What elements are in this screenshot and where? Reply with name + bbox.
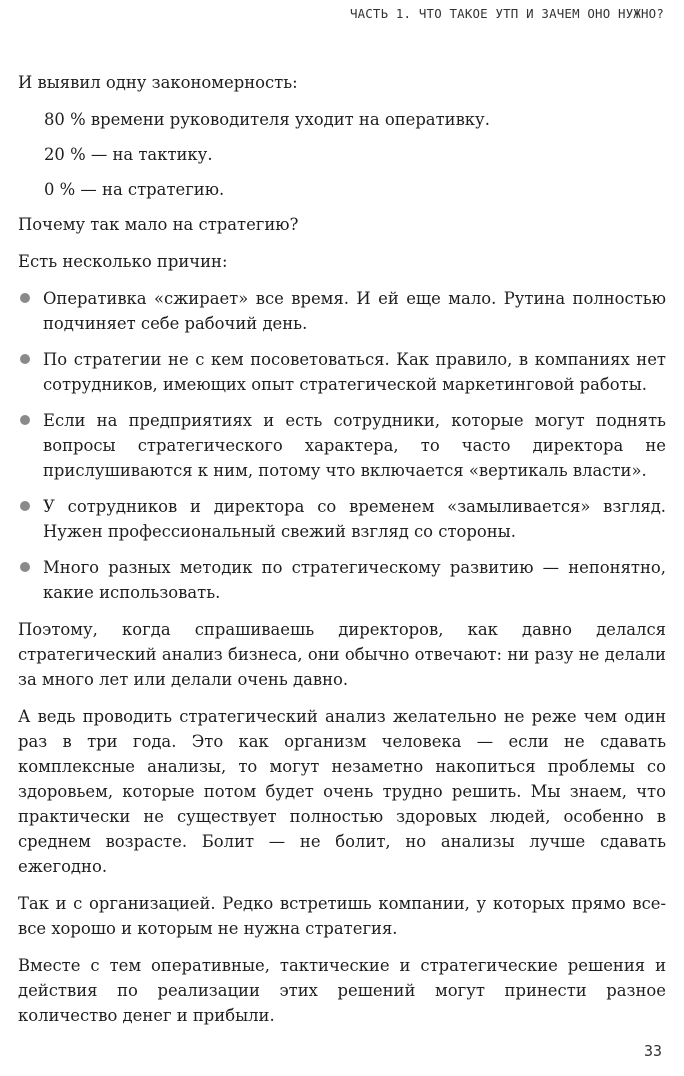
stat-line-tactics: 20 % — на тактику.: [44, 145, 213, 164]
running-header: ЧАСТЬ 1. ЧТО ТАКОЕ УТП И ЗАЧЕМ ОНО НУЖНО?: [349, 6, 664, 21]
bullet-dot-icon: [20, 562, 30, 572]
reasons-list: [18, 286, 666, 605]
bullet-dot-icon: [20, 415, 30, 425]
list-item: [18, 286, 666, 336]
body-paragraph: Так и с организацией. Редко встретишь компании, у которых прямо все-все хорошо и которым не нужна стратегия.: [18, 894, 666, 938]
stat-line-strategy: 0 % — на стратегию.: [44, 180, 225, 199]
bullet-dot-icon: [20, 354, 30, 364]
bullet-dot-icon: [20, 293, 30, 303]
stat-line-operational: 80 % времени руководителя уходит на оперативку.: [44, 110, 490, 129]
list-item-text: По стратегии не с кем посоветоваться. Как правило, в компаниях нет сотрудников, имеющих опыт стратегической маркетинговой работы.: [43, 350, 666, 394]
list-item: [18, 347, 666, 397]
list-item-text: Много разных методик по стратегическому развитию — непонятно, какие использовать.: [43, 558, 666, 602]
page-body: [18, 70, 666, 1040]
body-paragraph: Вместе с тем оперативные, тактические и стратегические решения и действия по реализации этих решений могут принести разное количество денег и прибыли.: [18, 956, 666, 1025]
question-paragraph: Почему так мало на стратегию?: [18, 215, 299, 234]
body-paragraph: А ведь проводить стратегический анализ желательно не реже чем один раз в три года. Это как организм человека — если не сдавать комплексные анализы, то могут незаметно накопиться проблемы со здоровьем, которые потом будет очень трудно решить. Мы знаем, что практически не существует полностью здоровых людей, особенно в среднем возрасте. Болит — не болит, но анализы лучше сдавать ежегодно.: [18, 707, 666, 876]
list-item-text: У сотрудников и директора со временем «замыливается» взгляд. Нужен профессиональный свежий взгляд со стороны.: [43, 497, 666, 541]
list-item-text: Оперативка «сжирает» все время. И ей еще мало. Рутина полностью подчиняет себе рабочий день.: [43, 289, 666, 333]
page-number: 33: [643, 1042, 662, 1060]
list-item: [18, 408, 666, 483]
list-item: [18, 555, 666, 605]
body-paragraph: Поэтому, когда спрашиваешь директоров, как давно делался стратегический анализ бизнеса, они обычно отвечают: ни разу не делали за много лет или делали очень давно.: [18, 620, 666, 689]
bullet-dot-icon: [20, 501, 30, 511]
intro-paragraph: И выявил одну закономерность:: [18, 73, 298, 92]
list-item-text: Если на предприятиях и есть сотрудники, которые могут поднять вопросы стратегического характера, то часто директора не прислушиваются к ним, потому что включается «вертикаль власти».: [43, 411, 666, 480]
reasons-intro-paragraph: Есть несколько причин:: [18, 252, 228, 271]
list-item: [18, 494, 666, 544]
